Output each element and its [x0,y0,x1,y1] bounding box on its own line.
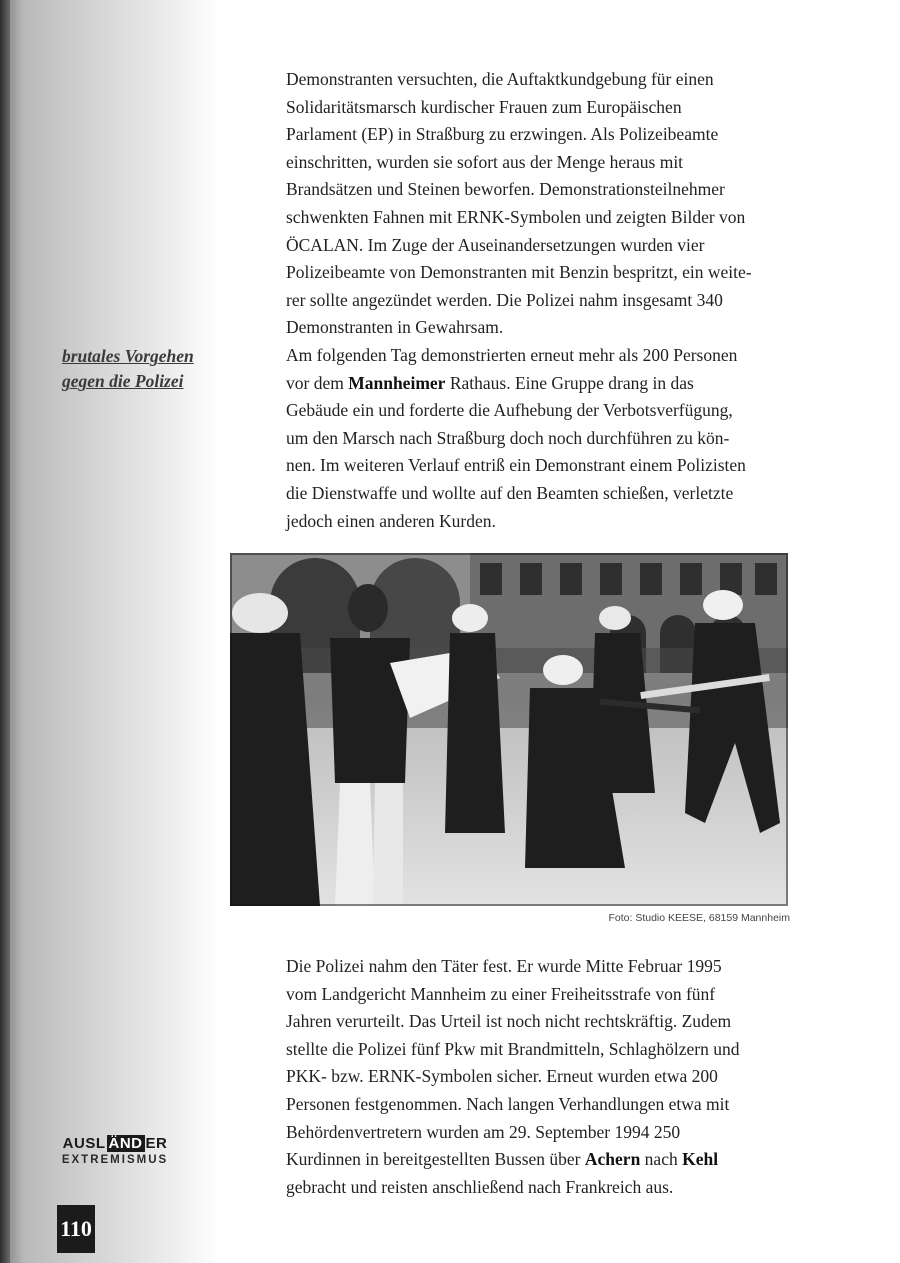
margin-note-line-1: brutales Vorgehen [62,346,194,366]
logo-part-1: AUSL [62,1135,106,1152]
text-line: die Dienstwaffe und wollte auf den Beamten schießen, verletzte [286,482,734,503]
margin-note-line-2: gegen die Polizei [62,371,184,391]
text-line: Die Polizei nahm den Täter fest. Er wurde Mitte Februar 1995 [286,956,722,976]
text-line: Polizeibeamte von Demonstranten mit Benzin bespritzt, ein weite- [286,262,752,283]
text-line: Gebäude ein und forderte die Aufhebung der Verbotsverfügung, [286,400,733,421]
publication-logo [60,1135,170,1179]
left-margin-band [10,0,220,1263]
text-line: schwenkten Fahnen mit ERNK-Symbolen und zeigten Bilder von [286,206,746,227]
text-line: jedoch einen anderen Kurden. [286,510,496,531]
text-line: um den Marsch nach Straßburg doch noch durchführen zu kön- [286,427,730,448]
logo-part-3: ER [145,1135,168,1152]
text-line [286,1146,796,1174]
text-run: nach [640,1149,683,1170]
text-line: vom Landgericht Mannheim zu einer Freiheitsstrafe von fünf [286,983,716,1004]
photo-caption: Foto: Studio KEESE, 68159 Mannheim [608,912,790,924]
text-line: Parlament (EP) in Straßburg zu erzwingen. Als Polizeibeamte [286,124,719,145]
text-line: Behördenvertretern wurden am 29. September 1994 250 [286,1121,681,1142]
page-number: 110 [57,1205,95,1253]
gutter-shadow [10,0,24,1263]
bold-city-mannheim: Mannheimer [348,372,446,393]
bold-city-achern: Achern [584,1149,641,1170]
bold-city-kehl: Kehl [682,1149,719,1170]
text-line: Solidaritätsmarsch kurdischer Frauen zum Europäischen [286,96,682,117]
text-line: Brandsätzen und Steinen beworfen. Demonstrationsteilnehmer [286,179,725,200]
text-run: Rathaus. Eine Gruppe drang in das [445,372,694,393]
logo-wordmark [60,1135,170,1152]
text-run: vor dem [286,372,349,393]
news-photo [230,553,788,906]
paragraph-2 [286,342,796,535]
logo-subtitle: EXTREMISMUS [61,1154,169,1166]
text-run: Kurdinnen in bereitgestellten Bussen über [286,1149,585,1170]
text-line [286,370,796,398]
text-line: Personen festgenommen. Nach langen Verhandlungen etwa mit [286,1093,730,1114]
text-line: Jahren verurteilt. Das Urteil ist noch nicht rechtskräftig. Zudem [286,1011,732,1032]
text-line: PKK- bzw. ERNK-Symbolen sicher. Erneut wurden etwa 200 [286,1066,718,1087]
paragraph-1 [286,66,796,342]
paragraph-3 [286,953,796,1201]
photo-illustration [230,553,788,906]
text-line: nen. Im weiteren Verlauf entriß ein Demonstrant einem Polizisten [286,455,746,476]
logo-part-2: ÄND [108,1135,143,1152]
text-line: Demonstranten versuchten, die Auftaktkundgebung für einen [286,69,714,89]
text-line: einschritten, wurden sie sofort aus der Menge heraus mit [286,151,684,172]
text-line: stellte die Polizei fünf Pkw mit Brandmitteln, Schlaghölzern und [286,1038,740,1059]
binding-edge [0,0,10,1263]
text-line: Am folgenden Tag demonstrierten erneut mehr als 200 Personen [286,344,738,365]
body-text-top [286,66,796,535]
text-line: ÖCALAN. Im Zuge der Auseinandersetzungen wurden vier [286,234,705,255]
text-line: Demonstranten in Gewahrsam. [286,317,504,338]
body-text-bottom [286,953,796,1201]
text-line: rer sollte angezündet werden. Die Polizei nahm insgesamt 340 [286,289,723,310]
text-line: gebracht und reisten anschließend nach Frankreich aus. [286,1176,674,1197]
margin-note [62,344,237,394]
